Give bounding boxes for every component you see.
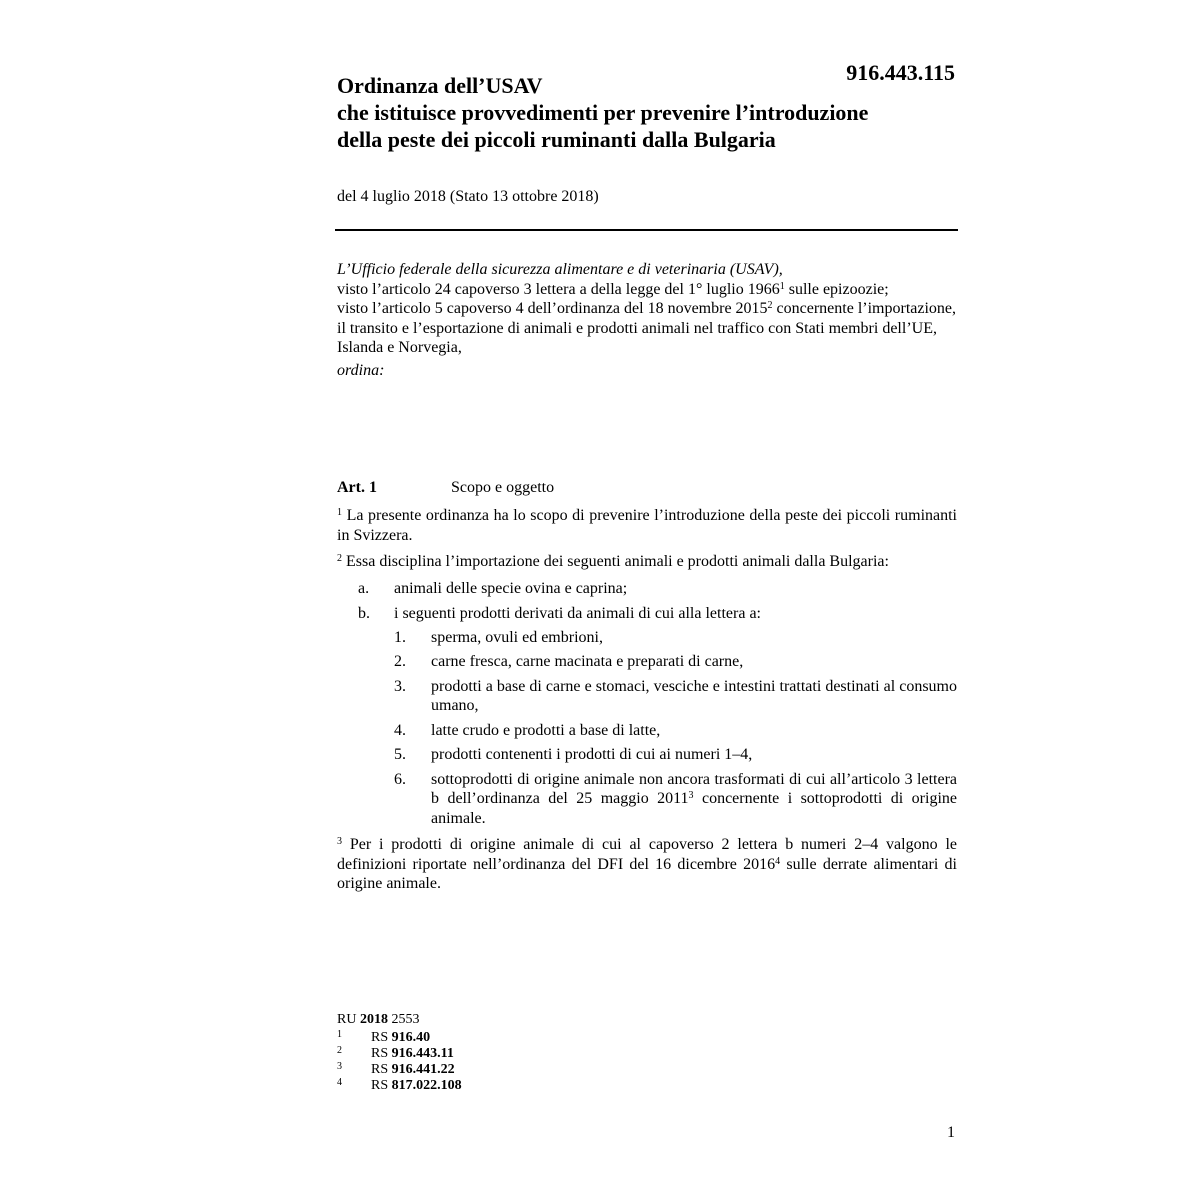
paragraph-2-text: Essa disciplina l’importazione dei seguenti animali e prodotti animali dalla Bulgaria: — [342, 553, 889, 570]
document-title — [337, 72, 957, 153]
list-marker-4: 4. — [394, 721, 406, 739]
list-marker-5: 5. — [394, 746, 406, 763]
list-item-b6 — [394, 770, 957, 829]
preamble — [337, 260, 957, 380]
footnote-ref-2[interactable]: 2 — [767, 300, 773, 311]
article-heading — [337, 478, 957, 498]
preamble-visto-1 — [337, 280, 957, 300]
footnote-4-number[interactable]: 817.022.108 — [391, 1078, 462, 1093]
header-divider — [335, 229, 958, 231]
list-item-b2 — [394, 652, 957, 672]
footnote-3 — [337, 1062, 737, 1078]
article-1 — [337, 478, 957, 901]
footnote-1-number[interactable]: 916.40 — [391, 1030, 431, 1045]
list-marker-1: 1. — [394, 628, 406, 646]
visto-2-tail: concernente l’importazione, il transito e l’esportazione di animali e prodotti animali nel traffico con Stati membri dell’UE, Islanda e Norvegia, — [337, 300, 957, 356]
footnote-mark-2: 2 — [337, 1045, 342, 1056]
list-item-b — [337, 604, 957, 828]
list-item-b3 — [394, 677, 957, 716]
list-item-b3-text: prodotti a base di carne e stomaci, vesciche e intestini trattati destinati al consumo umano, — [431, 677, 957, 714]
list-item-b-text: i seguenti prodotti derivati da animali di cui alla lettera a: — [394, 605, 761, 622]
list-item-b6-text: sottoprodotti di origine animale non ancora trasformati di cui all’articolo 3 lettera b dell’ordinanza del 25 maggio 2011 — [431, 770, 957, 807]
list-item-b2-text: carne fresca, carne macinata e preparati di carne, — [431, 653, 744, 670]
footnote-3-number[interactable]: 916.441.22 — [391, 1062, 455, 1077]
ru-prefix: RU — [337, 1012, 357, 1027]
numbered-list — [394, 628, 957, 829]
article-title: Scopo e oggetto — [451, 479, 555, 496]
paragraph-mark-3: 3 — [337, 836, 342, 847]
paragraph-mark-2: 2 — [337, 553, 342, 564]
visto-1-text: visto l’articolo 24 capoverso 3 lettera a della legge del 1° luglio 1966 — [337, 280, 780, 298]
footnote-1 — [337, 1030, 737, 1046]
article-number: Art. 1 — [337, 479, 377, 496]
visto-2-text: visto l’articolo 5 capoverso 4 dell’ordinanza del 18 novembre 2015 — [337, 300, 768, 317]
list-marker-b: b. — [358, 605, 370, 622]
paragraph-1 — [337, 506, 957, 545]
list-item-b5-text: prodotti contenenti i prodotti di cui ai numeri 1–4, — [431, 746, 753, 763]
list-item-b4 — [394, 721, 957, 741]
ru-year: 2018 — [359, 1012, 388, 1027]
footnote-mark-1: 1 — [337, 1029, 342, 1040]
paragraph-3-text: Per i prodotti di origine animale di cui al capoverso 2 lettera b numeri 2–4 valgono le definizioni riportate nell’ordinanza del DFI del 16 dicembre 2016 — [337, 836, 957, 873]
footnote-ref-4[interactable]: 4 — [775, 855, 781, 867]
footnote-1-prefix: RS — [371, 1030, 389, 1045]
list-item-b1-text: sperma, ovuli ed embrioni, — [431, 628, 603, 646]
list-marker-a: a. — [358, 579, 370, 597]
title-line-3: della peste dei piccoli ruminanti dalla Bulgaria — [337, 127, 776, 152]
list-item-b1 — [394, 628, 957, 648]
footnote-2-prefix: RS — [371, 1046, 389, 1061]
list-marker-2: 2. — [394, 653, 406, 670]
preamble-ordina: ordina: — [337, 361, 385, 379]
ru-page: 2553 — [391, 1012, 420, 1027]
footnote-4 — [337, 1078, 737, 1094]
footnote-ref-1[interactable]: 1 — [779, 280, 785, 292]
footnote-ref-3[interactable]: 3 — [688, 790, 694, 801]
preamble-visto-2 — [337, 299, 957, 358]
paragraph-3 — [337, 835, 957, 894]
page-number: 1 — [947, 1124, 955, 1141]
visto-1-tail: sulle epizoozie; — [784, 280, 889, 298]
list-marker-6: 6. — [394, 770, 406, 788]
paragraph-2 — [337, 552, 957, 572]
sr-number: 916.443.115 — [846, 60, 955, 85]
list-item-a — [337, 579, 957, 599]
title-line-2: che istituisce provvedimenti per prevenire l’introduzione — [337, 100, 869, 125]
footnote-2 — [337, 1046, 737, 1062]
paragraph-3-tail: sulle derrate alimentari di origine animale. — [337, 855, 957, 892]
date-line: del 4 luglio 2018 (Stato 13 ottobre 2018) — [337, 188, 599, 205]
list-item-a-text: animali delle specie ovina e caprina; — [394, 579, 628, 597]
list-marker-3: 3. — [394, 677, 406, 695]
title-line-1: Ordinanza dell’USAV — [337, 73, 543, 98]
list-item-b4-text: latte crudo e prodotti a base di latte, — [431, 721, 661, 739]
footnote-4-prefix: RS — [371, 1078, 389, 1093]
footnote-3-prefix: RS — [371, 1062, 389, 1077]
footnote-mark-4: 4 — [337, 1077, 342, 1088]
footnote-2-number[interactable]: 916.443.11 — [391, 1046, 454, 1061]
preamble-authority: L’Ufficio federale della sicurezza alimentare e di veterinaria (USAV), — [337, 261, 783, 278]
list-item-b6-tail: concernente i sottoprodotti di origine animale. — [431, 790, 957, 827]
ru-reference — [337, 1012, 737, 1028]
paragraph-mark-1: 1 — [337, 507, 342, 518]
paragraph-1-text: La presente ordinanza ha lo scopo di prevenire l’introduzione della peste dei piccoli ruminanti in Svizzera. — [337, 507, 957, 544]
list-item-b5 — [394, 745, 957, 765]
letter-list — [337, 579, 957, 829]
footnotes — [337, 1012, 737, 1094]
footnote-mark-3: 3 — [337, 1061, 342, 1072]
